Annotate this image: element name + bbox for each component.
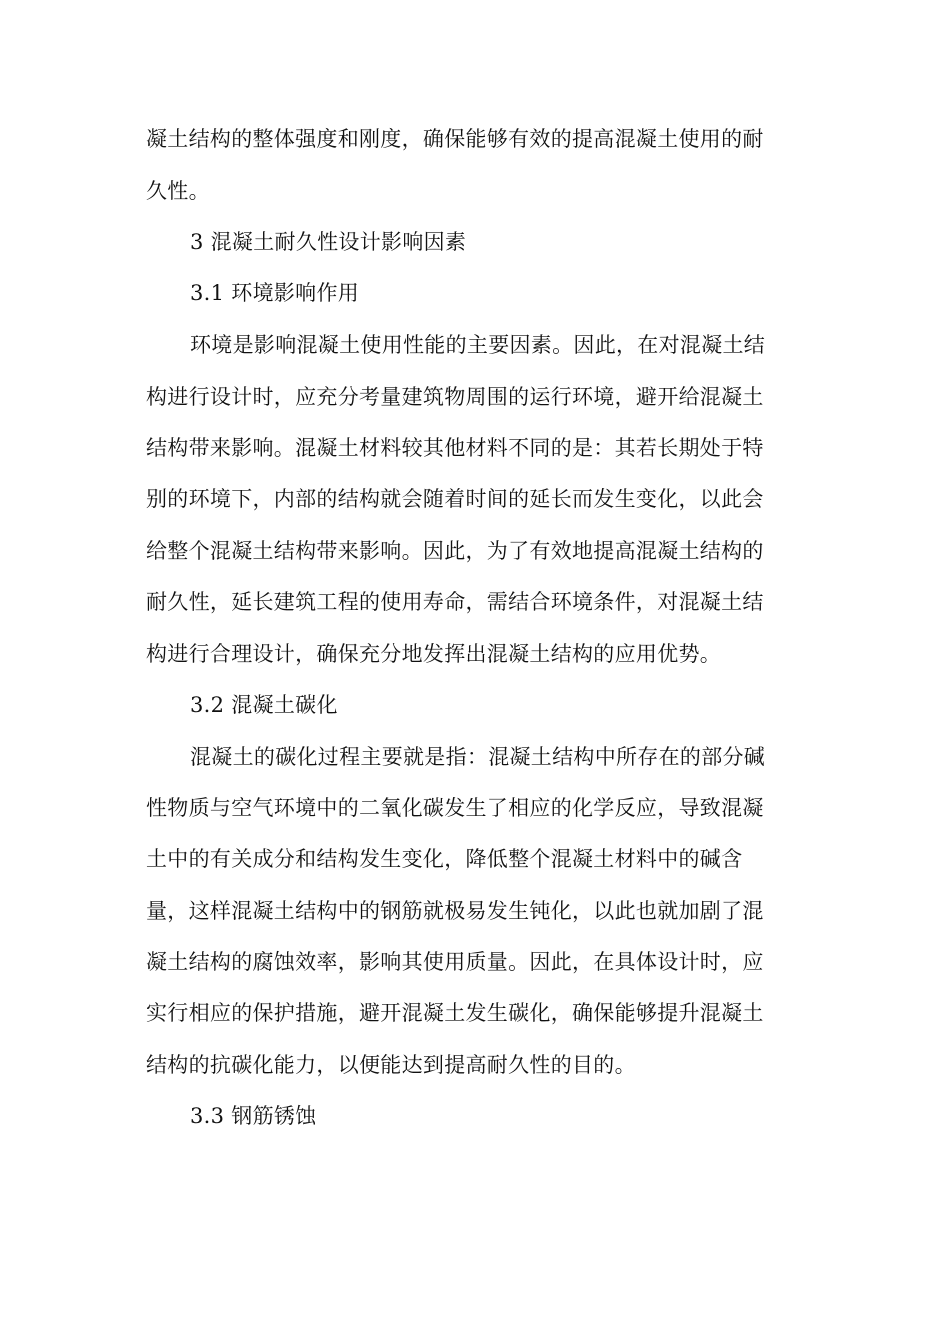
paragraph-line: 别的环境下，内部的结构就会随着时间的延长而发生变化，以此会 [146, 487, 764, 511]
paragraph-line: 环境是影响混凝土使用性能的主要因素。因此，在对混凝土结 [190, 333, 766, 357]
paragraph-line: 凝土结构的腐蚀效率，影响其使用质量。因此，在具体设计时，应 [146, 950, 764, 974]
paragraph-line: 性物质与空气环境中的二氧化碳发生了相应的化学反应，导致混凝 [146, 796, 764, 820]
paragraph-line: 构进行设计时，应充分考量建筑物周围的运行环境，避开给混凝土 [146, 385, 764, 409]
paragraph-line: 凝土结构的整体强度和刚度，确保能够有效的提高混凝土使用的耐 [146, 127, 764, 151]
paragraph-line: 混凝土的碳化过程主要就是指：混凝土结构中所存在的部分碱 [190, 745, 766, 769]
subsection-heading: 3.1 环境影响作用 [190, 281, 360, 305]
paragraph-line: 量，这样混凝土结构中的钢筋就极易发生钝化，以此也就加剧了混 [146, 899, 764, 923]
paragraph-line: 结构带来影响。混凝土材料较其他材料不同的是：其若长期处于特 [146, 436, 764, 460]
subsection-heading: 3.3 钢筋锈蚀 [190, 1104, 317, 1128]
paragraph-line: 耐久性，延长建筑工程的使用寿命，需结合环境条件，对混凝土结 [146, 590, 764, 614]
paragraph-line: 实行相应的保护措施，避开混凝土发生碳化，确保能够提升混凝土 [146, 1001, 764, 1025]
paragraph-line: 结构的抗碳化能力，以便能达到提高耐久性的目的。 [146, 1053, 636, 1077]
subsection-heading: 3.2 混凝土碳化 [190, 693, 338, 717]
paragraph-line: 构进行合理设计，确保充分地发挥出混凝土结构的应用优势。 [146, 642, 722, 666]
paragraph-line: 给整个混凝土结构带来影响。因此，为了有效地提高混凝土结构的 [146, 539, 764, 563]
paragraph-line: 土中的有关成分和结构发生变化，降低整个混凝土材料中的碱含 [146, 847, 743, 871]
paragraph-line: 久性。 [146, 179, 210, 203]
section-heading: 3 混凝土耐久性设计影响因素 [190, 230, 467, 254]
